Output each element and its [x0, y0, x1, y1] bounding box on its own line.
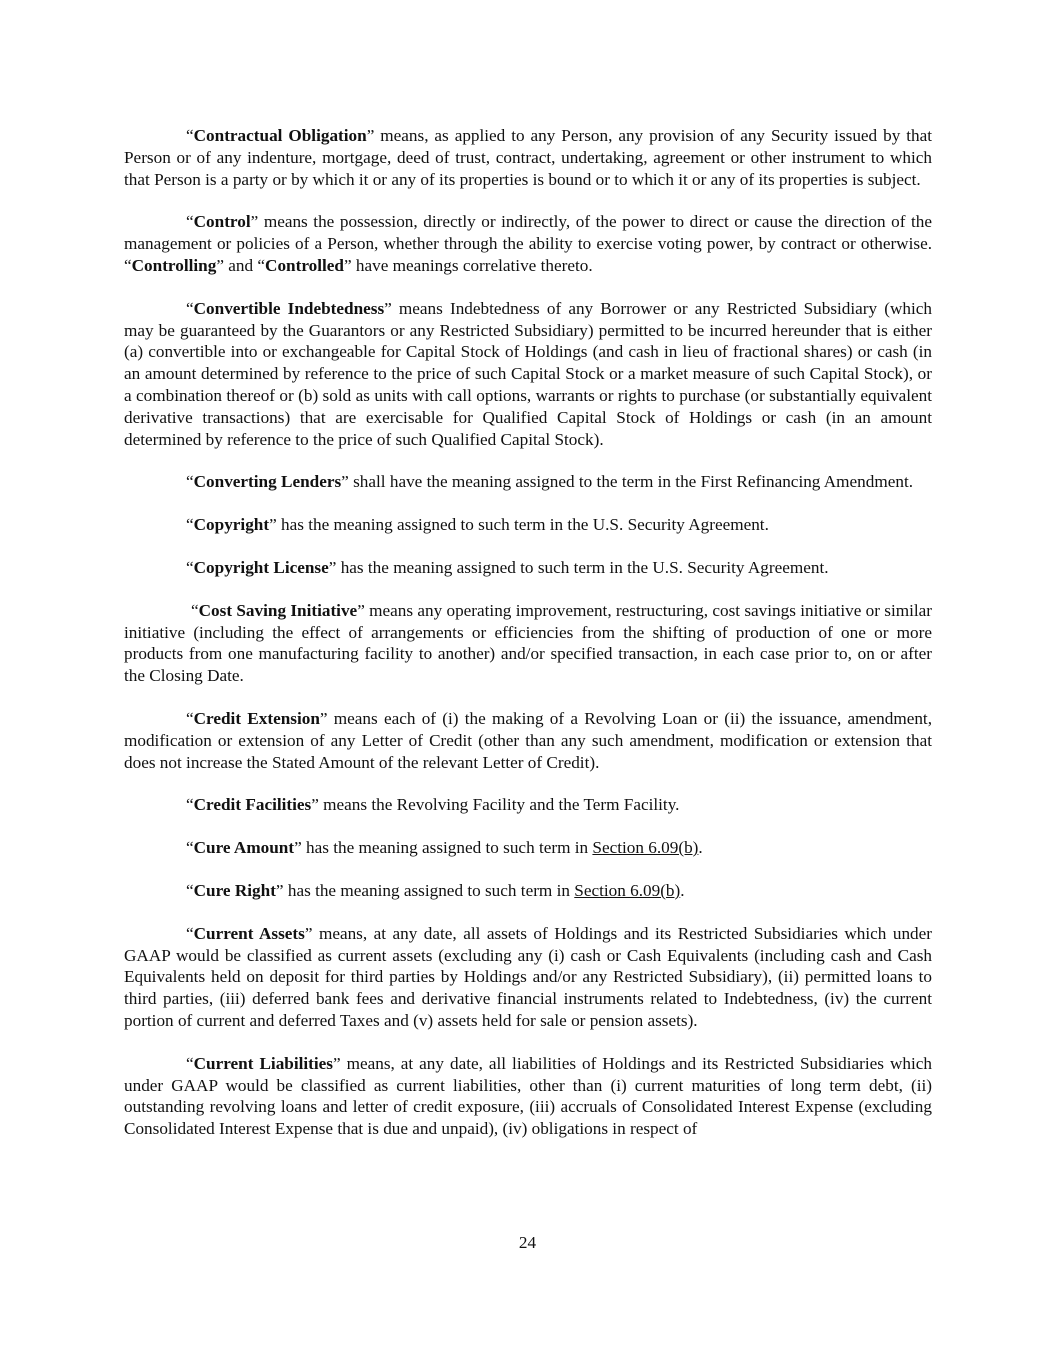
definition-text: has the meaning assigned to such term in: [283, 880, 575, 900]
defined-term: Copyright License: [193, 557, 329, 577]
definition-cure-right: “Cure Right” has the meaning assigned to such term in Section 6.09(b).: [186, 880, 685, 900]
defined-term: Copyright: [193, 515, 270, 535]
definition-contractual-obligation: “Contractual Obligation” means, as applied to any Person, any provision of any Security issued by that Person or of any indenture, mortgage, deed of trust, contract, undertaking, agreement or other instrument to which that Person is a party or by which it or any of its properties is bound or to which it or any of its properties is subject.: [124, 126, 932, 189]
definition-text: means, at any date, all liabilities of Holdings and its Restricted Subsidiaries which under GAAP would be classified as current liabilities, other than (i) current maturities of long term debt, (ii) outstanding revolving loans and letter of credit exposure, (iii) accruals of Consolidated Interest Expense (excluding Consolidated Interest Expense that is due and unpaid), (iv) obligations in respect of: [124, 1053, 932, 1139]
definitions-section: [124, 125, 932, 1161]
definition-text: has the meaning assigned to such term in the U.S. Security Agreement.: [336, 557, 829, 577]
definition-control: “Control” means the possession, directly or indirectly, of the power to direct or cause the direction of the management or policies of a Person, whether through the ability to exercise voting power, by contract or otherwise. “Controlling” and “Controlled” have meanings correlative thereto.: [124, 212, 932, 275]
definition-text: means, as applied to any Person, any provision of any Security issued by that Person or of any indenture, mortgage, deed of trust, contract, undertaking, agreement or other instrument to which that Person is a party or by which it or any of its properties is bound or to which it or any of its properties is subject.: [124, 126, 932, 189]
definition-text: means Indebtedness of any Borrower or any Restricted Subsidiary (which may be guaranteed by the Guarantors or any Restricted Subsidiary) permitted to be incurred hereunder that is either (a) convertible into or exchangeable for Capital Stock of Holdings (and cash in lieu of fractional shares) or cash (in an amount determined by reference to the price of such Capital Stock or a market measure of such Capital Stock), or a combination thereof or (b) sold as units with call options, warrants or rights to purchase (or substantially equivalent derivative transactions) that are exercisable for Qualified Capital Stock of Holdings or cash (in an amount determined by reference to the price of such Qualified Capital Stock).: [124, 298, 932, 449]
defined-term: Convertible Indebtedness: [193, 298, 385, 318]
definition-credit-facilities: “Credit Facilities” means the Revolving Facility and the Term Facility.: [186, 795, 680, 815]
definition-current-assets: “Current Assets” means, at any date, all assets of Holdings and its Restricted Subsidiaries which under GAAP would be classified as current assets (excluding any (i) cash or Cash Equivalents (including cash and Cash Equivalents held on deposit for third parties by Holdings and/or any Restricted Subsidiary), (ii) permitted loans to third parties, (iii) deferred bank fees and derivative financial instruments related to Indebtedness, (iv) the current portion of current and deferred Taxes and (v) assets held for sale or pension assets).: [124, 923, 932, 1030]
definition-convertible-indebtedness: “Convertible Indebtedness” means Indebtedness of any Borrower or any Restricted Subsidiary (which may be guaranteed by the Guarantors or any Restricted Subsidiary) permitted to be incurred hereunder that is either (a) convertible into or exchangeable for Capital Stock of Holdings (and cash in lieu of fractional shares) or cash (in an amount determined by reference to the price of such Capital Stock or a market measure of such Capital Stock), or a combination thereof or (b) sold as units with call options, warrants or rights to purchase (or substantially equivalent derivative transactions) that are exercisable for Qualified Capital Stock of Holdings or cash (in an amount determined by reference to the price of such Qualified Capital Stock).: [124, 298, 932, 449]
definition-current-liabilities: “Current Liabilities” means, at any date, all liabilities of Holdings and its Restricted Subsidiaries which under GAAP would be classified as current liabilities, other than (i) current maturities of long term debt, (ii) outstanding revolving loans and letter of credit exposure, (iii) accruals of Consolidated Interest Expense (excluding Consolidated Interest Expense that is due and unpaid), (iv) obligations in respect of: [124, 1053, 932, 1139]
definition-text: and: [223, 255, 258, 275]
definition-text: means any operating improvement, restructuring, cost savings initiative or similar initiative (including the effect of arrangements or efficiencies from the shifting of production of one or more products from one manufacturing facility to another) and/or specified transaction, in each case prior to, on or after the Closing Date.: [124, 600, 932, 686]
defined-term: Cost Saving Initiative: [198, 600, 358, 620]
definition-text-tail: .: [680, 880, 685, 900]
definition-converting-lenders: “Converting Lenders” shall have the meaning assigned to the term in the First Refinancing Amendment.: [186, 472, 914, 492]
definition-copyright-license: “Copyright License” has the meaning assigned to such term in the U.S. Security Agreement.: [186, 557, 829, 577]
definition-text: has the meaning assigned to such term in: [301, 838, 593, 858]
definition-text: means the possession, directly or indirectly, of the power to direct or cause the direction of the management or policies of a Person, whether through the ability to exercise voting power, by contract or otherwise.: [124, 212, 932, 254]
defined-term: Current Liabilities: [193, 1053, 333, 1073]
definition-text-tail: .: [698, 838, 703, 858]
defined-term: Credit Extension: [193, 708, 320, 728]
defined-term: Cure Amount: [193, 838, 295, 858]
definition-text: have meanings correlative thereto.: [351, 255, 593, 275]
defined-term-controlled: Controlled: [265, 255, 344, 275]
defined-term: Contractual Obligation: [193, 126, 367, 145]
page-number: 24: [518, 1233, 537, 1252]
definition-credit-extension: “Credit Extension” means each of (i) the making of a Revolving Loan or (ii) the issuance, amendment, modification or extension of any Letter of Credit (other than any such amendment, modification or extension that does not increase the Stated Amount of the relevant Letter of Credit).: [124, 708, 932, 772]
definition-cure-amount: “Cure Amount” has the meaning assigned to such term in Section 6.09(b).: [186, 838, 703, 858]
definition-cost-saving-initiative: “Cost Saving Initiative” means any operating improvement, restructuring, cost savings initiative or similar initiative (including the effect of arrangements or efficiencies from the shifting of production of one or more products from one manufacturing facility to another) and/or specified transaction, in each case prior to, on or after the Closing Date.: [124, 600, 932, 686]
defined-term-controlling: Controlling: [131, 255, 217, 275]
definition-copyright: “Copyright” has the meaning assigned to such term in the U.S. Security Agreement.: [186, 515, 769, 535]
defined-term: Cure Right: [193, 880, 276, 900]
definition-text: means, at any date, all assets of Holdings and its Restricted Subsidiaries which under GAAP would be classified as current assets (excluding any (i) cash or Cash Equivalents (including cash and Cash Equivalents held on deposit for third parties by Holdings and/or any Restricted Subsidiary), (ii) permitted loans to third parties, (iii) deferred bank fees and derivative financial instruments related to Indebtedness, (iv) the current portion of current and deferred Taxes and (v) assets held for sale or pension assets).: [124, 923, 932, 1030]
definition-text: has the meaning assigned to such term in the U.S. Security Agreement.: [276, 515, 769, 535]
section-reference-link[interactable]: Section 6.09(b): [592, 838, 699, 858]
definition-text: means each of (i) the making of a Revolving Loan or (ii) the issuance, amendment, modification or extension of any Letter of Credit (other than any such amendment, modification or extension that does not increase the Stated Amount of the relevant Letter of Credit).: [124, 708, 932, 772]
defined-term: Control: [193, 212, 251, 232]
defined-term: Converting Lenders: [193, 472, 342, 492]
defined-term: Current Assets: [193, 923, 305, 943]
section-reference-link[interactable]: Section 6.09(b): [574, 880, 681, 900]
definition-text: shall have the meaning assigned to the term in the First Refinancing Amendment.: [348, 472, 914, 492]
definition-text: means the Revolving Facility and the Term Facility.: [318, 795, 680, 815]
defined-term: Credit Facilities: [193, 795, 312, 815]
